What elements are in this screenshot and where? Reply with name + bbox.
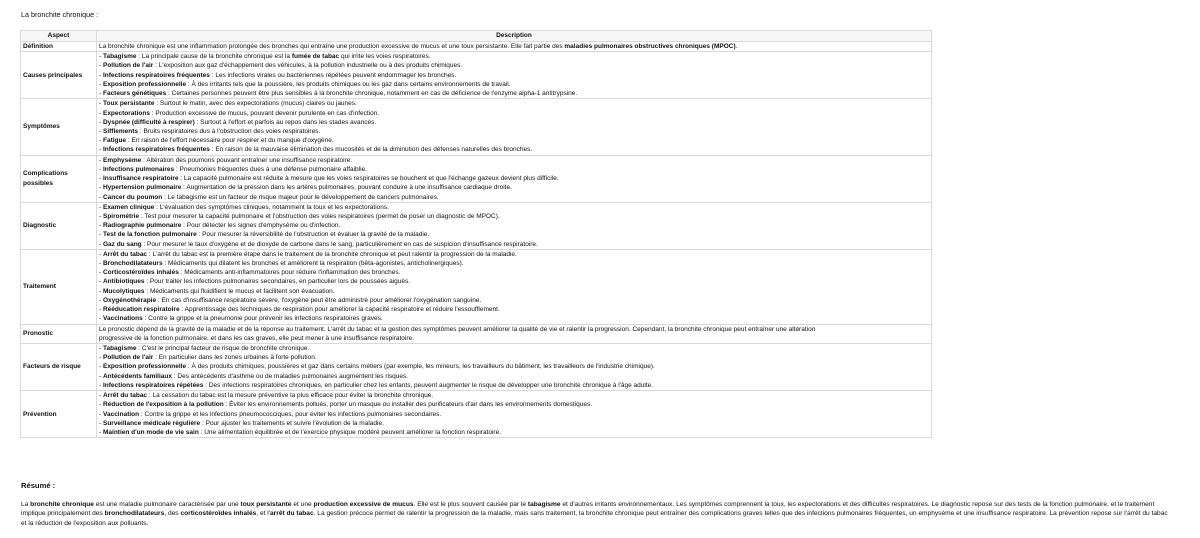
- description-bold: Pollution de l'air: [102, 354, 154, 362]
- description-line: [99, 305, 929, 314]
- description-text: -: [99, 296, 103, 304]
- description-text: : En raison de l'effort nécessaire pour respirer et du manque d'oxygène.: [126, 137, 334, 145]
- table-row: [21, 155, 932, 202]
- row-description: [97, 249, 932, 324]
- description-text: -: [99, 222, 103, 230]
- description-line: [99, 428, 929, 437]
- description-text: : Les infections virales ou bactériennes répétées peuvent endommager les bronches.: [209, 71, 457, 79]
- description-line: [99, 250, 929, 259]
- description-bold: Réduction de l'exposition à la pollution: [102, 401, 224, 409]
- description-line: [99, 268, 929, 277]
- row-aspect: Définition: [21, 42, 97, 52]
- description-line: [99, 89, 929, 98]
- row-aspect: Complications possibles: [21, 155, 97, 202]
- description-line: [99, 410, 929, 419]
- description-text: -: [99, 175, 103, 183]
- table-row: [21, 324, 932, 343]
- resume-text: , des: [164, 510, 181, 518]
- description-text: -: [99, 137, 103, 145]
- description-bold: Fatigue: [102, 137, 127, 145]
- description-bold: Rééducation respiratoire: [102, 306, 180, 314]
- description-text: -: [99, 165, 103, 173]
- description-text: -: [99, 184, 103, 192]
- description-text: : Pour détecter les signes d'emphysème ou d'infection.: [181, 222, 341, 230]
- description-text: -: [99, 71, 103, 79]
- info-table: [20, 30, 932, 438]
- description-text: -: [99, 363, 103, 371]
- description-text: -: [99, 80, 103, 88]
- description-text: : Des antécédents d'asthme ou de maladies pulmonaires augmentent les risques.: [171, 372, 409, 380]
- description-text: -: [99, 109, 103, 117]
- description-line: [99, 156, 929, 165]
- description-bold: Sifflements: [102, 127, 139, 135]
- description-text: : En particulier dans les zones urbaines à forte pollution.: [153, 354, 317, 362]
- description-line: [99, 287, 929, 296]
- description-text: : La principale cause de la bronchite chronique est la: [136, 53, 292, 61]
- description-text: qui irrite les voies respiratoires.: [339, 53, 431, 61]
- description-text: -: [99, 203, 103, 211]
- description-line: [99, 71, 929, 80]
- description-bold: Mucolytiques: [102, 287, 145, 295]
- description-line: [99, 353, 929, 362]
- description-line: [99, 362, 929, 371]
- table-row: [21, 42, 932, 52]
- description-text: : Pneumonies fréquentes dues à une défense pulmonaire affaiblie.: [174, 165, 367, 173]
- description-text: : À des irritants tels que la poussière, les produits chimiques ou les gaz dans certains environnements de travail.: [186, 80, 511, 88]
- description-text: : Contre la grippe et la pneumonie pour prévenir les infections respiratoires graves.: [142, 315, 383, 323]
- resume-text: La: [21, 501, 31, 508]
- description-line: [99, 80, 929, 89]
- description-text: -: [99, 193, 103, 201]
- description-text: : En raison de la mauvaise élimination des mucosités et de la diminution des défenses naturelles des bronches.: [209, 146, 533, 154]
- table-row: [21, 391, 932, 438]
- description-text: La bronchite chronique est une inflammation prolongée des bronches qui entraîne une production excessive de mucus et une toux persistante. Elle fait partie des: [99, 43, 565, 50]
- description-bold: Expectorations: [102, 109, 150, 117]
- description-text: -: [99, 345, 103, 352]
- resume-bold: tabagisme: [527, 501, 561, 508]
- description-line: [99, 240, 929, 249]
- description-text: -: [99, 118, 103, 126]
- description-text: -: [99, 127, 103, 135]
- description-text: -: [99, 372, 103, 380]
- description-text: -: [99, 287, 103, 295]
- description-line: [99, 259, 929, 268]
- description-text: : Des infections respiratoires chroniques, en particulier chez les enfants, peuvent augmenter le risque de développer une bronchite chronique à l'âge adulte.: [203, 381, 654, 389]
- description-line: [99, 99, 929, 108]
- description-line: [99, 221, 929, 230]
- table-row: [21, 249, 932, 324]
- description-text: : Certaines personnes peuvent être plus sensibles à la bronchite chronique, notamment en cas de déficience de l'enzyme alpha-1 antitrypsine.: [166, 90, 578, 98]
- description-bold: Hypertension pulmonaire: [102, 184, 182, 192]
- description-bold: Radiographie pulmonaire: [102, 222, 182, 230]
- description-line: [99, 334, 929, 343]
- description-line: [99, 296, 929, 305]
- description-line: [99, 145, 929, 154]
- description-bold: Infections respiratoires fréquentes: [102, 146, 210, 154]
- table-row: [21, 344, 932, 391]
- description-line: [99, 372, 929, 381]
- description-line: [99, 400, 929, 409]
- description-text: -: [99, 100, 103, 108]
- row-aspect: Prévention: [21, 391, 97, 438]
- description-text: : Médicaments anti-inflammatoires pour réduire l'inflammation des bronches.: [178, 269, 401, 277]
- description-line: [99, 314, 929, 323]
- description-line: [99, 381, 929, 390]
- description-bold: fumée de tabac: [291, 53, 340, 61]
- description-text: : Surtout à l'effort et parfois au repos dans les stades avancés.: [194, 118, 377, 126]
- row-description: [97, 344, 932, 391]
- resume-bold: toux persistante: [240, 501, 292, 508]
- description-text: : Pour ajuster les traitements et suivre l'évolution de la maladie.: [200, 419, 384, 427]
- header-aspect: Aspect: [21, 31, 97, 42]
- header-description: Description: [97, 31, 932, 42]
- description-text: -: [99, 250, 103, 258]
- description-line: [99, 203, 929, 212]
- description-bold: Tabagisme: [102, 345, 137, 352]
- description-text: : Médicaments qui fluidifient le mucus et facilitent son évacuation.: [144, 287, 335, 295]
- description-text: : Le tabagisme est un facteur de risque majeur pour le développement de cancers pulmonaires.: [162, 193, 439, 201]
- description-bold: Infections pulmonaires: [102, 165, 175, 173]
- description-line: [99, 42, 929, 51]
- description-line: [99, 344, 929, 353]
- description-line: [99, 277, 929, 286]
- description-bold: Toux persistante: [102, 100, 155, 108]
- description-line: [99, 118, 929, 127]
- description-line: [99, 419, 929, 428]
- description-text: -: [99, 410, 103, 418]
- description-text: -: [99, 315, 103, 323]
- description-text: : À des produits chimiques, poussières et gaz dans certains métiers (par exemple, les mineurs, les travailleurs du bâtiment, les travailleurs de l'industrie chimique).: [186, 363, 655, 371]
- description-text: -: [99, 269, 103, 277]
- description-bold: Arrêt du tabac: [102, 392, 148, 400]
- description-text: : C'est le principal facteur de risque de bronchite chronique.: [136, 345, 310, 352]
- description-bold: Surveillance médicale régulière: [102, 419, 201, 427]
- description-bold: Maintien d'un mode de vie sain: [102, 428, 199, 436]
- resume-text: , et l': [256, 510, 271, 518]
- description-bold: Tabagisme: [102, 53, 137, 61]
- description-line: [99, 391, 929, 400]
- resume-bold: bronchite chronique: [30, 501, 94, 508]
- description-bold: Dyspnée (difficulté à respirer): [102, 118, 195, 126]
- description-text: -: [99, 428, 103, 436]
- row-description: [97, 202, 932, 249]
- description-text: -: [99, 419, 103, 427]
- description-line: [99, 165, 929, 174]
- row-aspect: Traitement: [21, 249, 97, 324]
- description-bold: Vaccinations: [102, 315, 143, 323]
- description-line: [99, 109, 929, 118]
- description-bold: Antibiotiques: [102, 278, 145, 286]
- description-text: : Pour mesurer la réversibilité de l'obstruction et évaluer la gravité de la maladie.: [196, 231, 430, 239]
- resume-bold: production excessive de mucus: [313, 501, 414, 508]
- resume-bold: corticostéroïdes inhalés: [180, 510, 257, 518]
- description-text: .: [735, 43, 738, 50]
- description-text: : Médicaments qui dilatent les bronches et améliorent la respiration (bêta-agonistes, anticholinergiques).: [162, 260, 464, 268]
- resume-title: Résumé :: [21, 481, 56, 490]
- description-text: -: [99, 260, 103, 268]
- resume-text: et une: [291, 501, 314, 508]
- row-aspect: Diagnostic: [21, 202, 97, 249]
- description-text: : L'exposition aux gaz d'échappement des véhicules, à la pollution industrielle ou à des produits chimiques.: [153, 62, 463, 70]
- description-text: : L'arrêt du tabac est la première étape dans le traitement de la bronchite chronique et peut ralentir la progression de la maladie.: [147, 250, 517, 258]
- row-aspect: Pronostic: [21, 324, 97, 343]
- description-text: -: [99, 62, 103, 70]
- description-text: : L'évaluation des symptômes cliniques, notamment la toux et les expectorations.: [154, 203, 389, 211]
- description-bold: Vaccination: [102, 410, 140, 418]
- description-line: [99, 174, 929, 183]
- description-bold: Exposition professionnelle: [102, 363, 187, 371]
- description-bold: Oxygénothérapie: [102, 296, 157, 304]
- description-text: -: [99, 401, 103, 409]
- description-text: -: [99, 146, 103, 154]
- description-line: [99, 230, 929, 239]
- resume-text: est une maladie pulmonaire caractérisée par une: [93, 501, 241, 508]
- description-text: : Une alimentation équilibrée et de l'exercice physique modéré peuvent améliorer la fonction respiratoire.: [198, 428, 502, 436]
- description-text: : Test pour mesurer la capacité pulmonaire et l'obstruction des voies respiratoires (permet de poser un diagnostic de MPOC).: [139, 212, 500, 220]
- description-text: : Surtout le matin, avec des expectorations (mucus) claires ou jaunes.: [154, 100, 357, 108]
- description-text: -: [99, 53, 103, 61]
- description-bold: Insuffisance respiratoire: [102, 175, 179, 183]
- table-body: [21, 42, 932, 438]
- intro-text: La bronchite chronique :: [21, 10, 99, 19]
- description-text: : Pour mesurer le taux d'oxygène et de dioxyde de carbone dans le sang, particulièrement en cas de suspicion d'insuffisance respiratoire.: [141, 240, 538, 248]
- row-description: [97, 391, 932, 438]
- row-description: [97, 324, 932, 343]
- description-text: -: [99, 90, 103, 98]
- description-bold: Examen clinique: [102, 203, 155, 211]
- description-line: [99, 325, 929, 334]
- description-text: -: [99, 278, 103, 286]
- description-bold: maladies pulmonaires obstructives chroniques (MPOC): [564, 43, 736, 50]
- row-aspect: Facteurs de risque: [21, 344, 97, 391]
- row-description: [97, 155, 932, 202]
- row-description: [97, 52, 932, 99]
- resume-text: et d'autres irritants environnementaux. Les symptômes comprennent la toux, les expectorations et des difficultés respiratoires. Le diagnostic repose sur des tests de la fonction pulmonaire, et le traitement implique principalement des: [21, 501, 1155, 518]
- description-bold: Test de la fonction pulmonaire: [102, 231, 197, 239]
- description-bold: Cancer du poumon: [102, 193, 163, 201]
- resume-text: . La gestion précoce permet de ralentir la progression de la maladie, mais sans traitement, la bronchite chronique peut entraîner des complications graves telles que des infections pulmonaires fréquentes, un emphysème et une insuffisance respiratoire. La prévention repose sur l'arrêt du tabac et la réduction de l'exposition aux polluants.: [21, 510, 1168, 527]
- table-row: [21, 52, 932, 99]
- description-text: : Pour traiter les infections pulmonaires secondaires, en particulier lors de poussées aiguës.: [144, 278, 411, 286]
- description-text: -: [99, 306, 103, 314]
- resume-paragraph: [21, 500, 1171, 528]
- table-header-row: [21, 31, 932, 42]
- description-text: : Apprentissage des techniques de respiration pour améliorer la capacité respiratoire et réduire l'essoufflement.: [179, 306, 500, 314]
- description-bold: Infections respiratoires fréquentes: [102, 71, 210, 79]
- description-bold: Antécédents familiaux: [102, 372, 172, 380]
- description-text: : Bruits respiratoires dus à l'obstruction des voies respiratoires.: [138, 127, 321, 135]
- description-text: -: [99, 156, 103, 164]
- table-row: [21, 99, 932, 155]
- row-description: [97, 99, 932, 155]
- description-text: : La cessation du tabac est la mesure préventive la plus efficace pour éviter la bronchite chronique.: [147, 392, 434, 400]
- description-line: [99, 193, 929, 202]
- description-text: -: [99, 381, 103, 389]
- description-text: : Augmentation de la pression dans les artères pulmonaires, pouvant conduire à une insuffisance cardiaque droite.: [181, 184, 512, 192]
- description-bold: Emphysème: [102, 156, 142, 164]
- description-bold: Exposition professionnelle: [102, 80, 187, 88]
- description-bold: Spirométrie: [102, 212, 140, 220]
- description-text: -: [99, 240, 103, 248]
- description-text: : Production excessive de mucus, pouvant devenir purulente en cas d'infection.: [149, 109, 380, 117]
- description-line: [99, 212, 929, 221]
- row-aspect: Symptômes: [21, 99, 97, 155]
- description-line: [99, 127, 929, 136]
- description-bold: Pollution de l'air: [102, 62, 154, 70]
- description-bold: Arrêt du tabac: [102, 250, 148, 258]
- description-text: : Contre la grippe et les infections pneumococciques, pour éviter les infections pulmonaires secondaires.: [139, 410, 442, 418]
- description-text: -: [99, 354, 103, 362]
- description-bold: Facteurs génétiques: [102, 90, 167, 98]
- table-row: [21, 202, 932, 249]
- description-line: [99, 52, 929, 61]
- row-description: [97, 42, 932, 52]
- description-text: : Éviter les environnements pollués, porter un masque ou installer des purificateurs d'air dans les environnements domestiques.: [223, 401, 593, 409]
- description-text: progressive de la fonction pulmonaire, et dans les cas graves, elle peut mener à une insuffisance respiratoire.: [99, 334, 414, 342]
- description-line: [99, 61, 929, 70]
- resume-bold: bronchodilatateurs: [104, 510, 165, 518]
- description-text: -: [99, 212, 103, 220]
- description-bold: Infections respiratoires répétées: [102, 381, 204, 389]
- description-text: Le pronostic dépend de la gravité de la maladie et de la réponse au traitement. L'arrêt du tabac et la gestion des symptômes peuvent améliorer la qualité de vie et ralentir la progression. Cependant, la bronchite chronique peut entraîner une altération: [99, 325, 816, 333]
- resume-bold: arrêt du tabac: [270, 510, 314, 518]
- description-line: [99, 136, 929, 145]
- row-aspect: Causes principales: [21, 52, 97, 99]
- description-bold: Gaz du sang: [102, 240, 142, 248]
- description-bold: Corticostéroïdes inhalés: [102, 269, 179, 277]
- description-text: : La capacité pulmonaire est réduite à mesure que les voies respiratoires se bouchent et que l'échange gazeux devient plus difficile.: [178, 175, 559, 183]
- description-text: -: [99, 392, 103, 400]
- description-bold: Bronchodilatateurs: [102, 260, 163, 268]
- description-line: [99, 183, 929, 192]
- description-text: -: [99, 231, 103, 239]
- description-text: : Altération des poumons pouvant entraîner une insuffisance respiratoire.: [141, 156, 353, 164]
- resume-text: . Elle est le plus souvent causée par le: [413, 501, 528, 508]
- description-text: : En cas d'insuffisance respiratoire sévère, l'oxygène peut être administré pour améliorer l'oxygénation sanguine.: [156, 296, 482, 304]
